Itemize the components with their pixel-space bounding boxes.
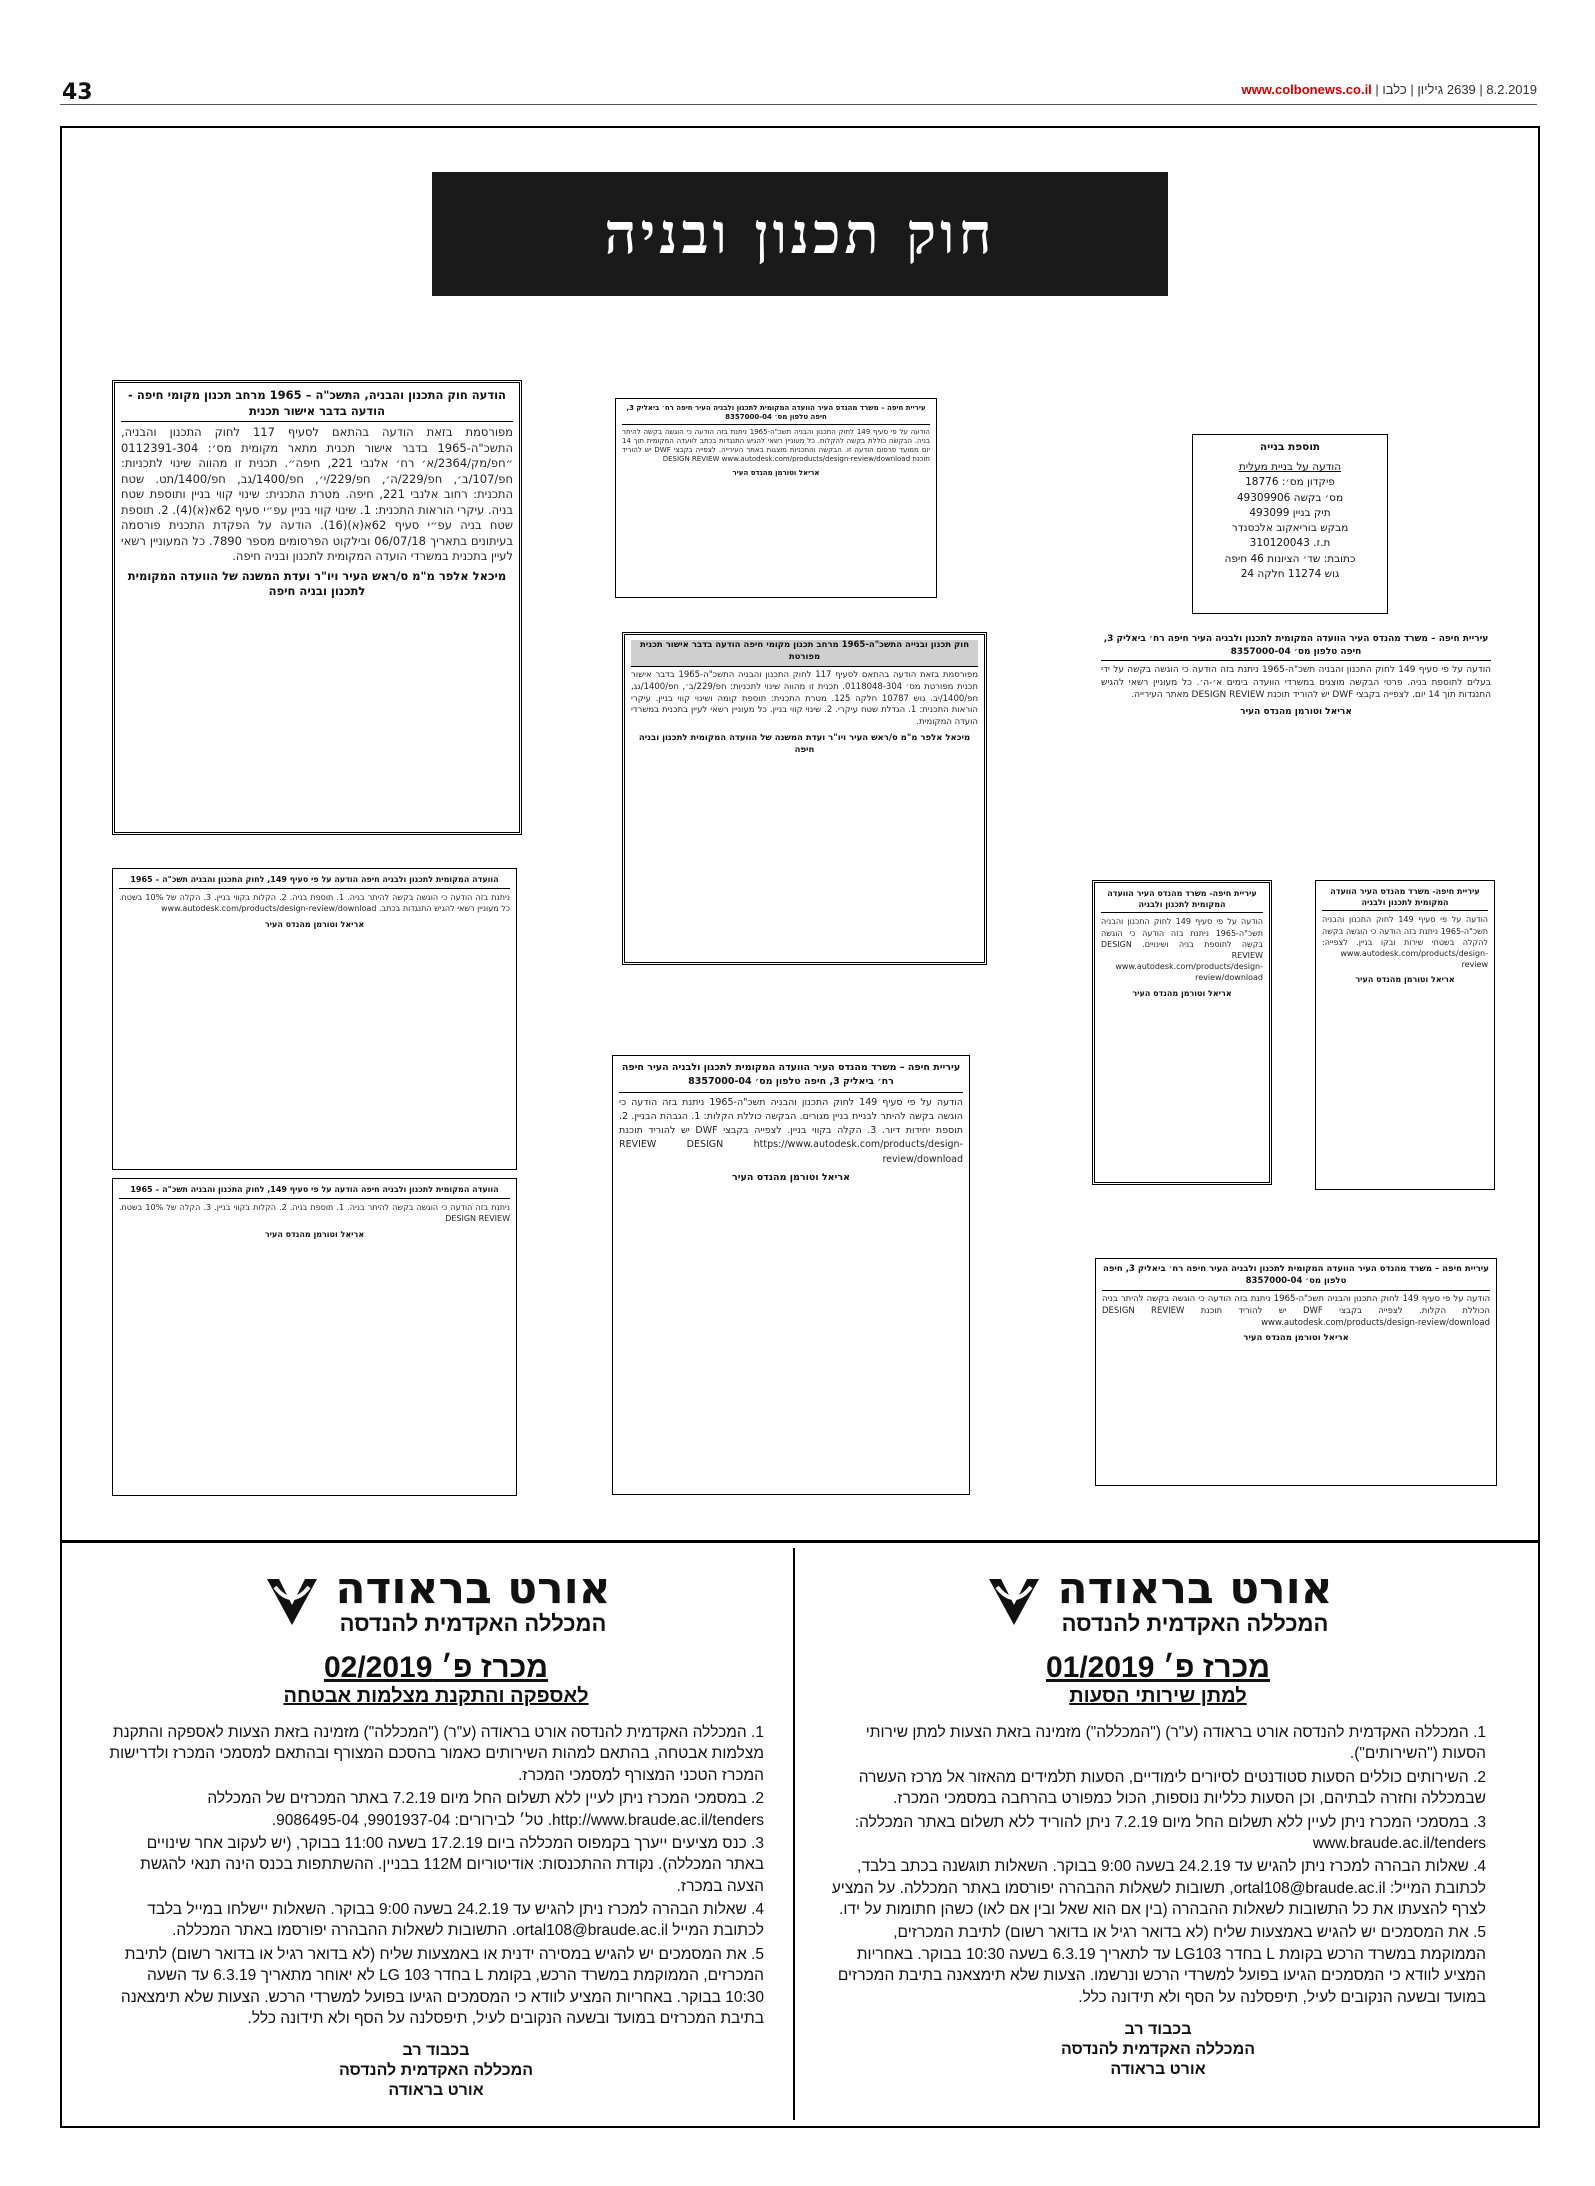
tender-term: 4. שאלות הבהרה למכרז ניתן להגיש עד 24.2.19 בשעה 9:00 בבוקר. השאלות יישלחו במייל בלבד לכתובת המייל ortal108@braude.ac.il. התשובות לשאלות ההבהרה יפורסמו באתר המכללה.: [147, 1901, 764, 1940]
tender-term: 4. שאלות הבהרה למכרז ניתן להגיש עד 24.2.19 בשעה 9:00 בבוקר. השאלות תוגשנה בכתב בלבד, לכתובת המייל: ortal108@braude.ac.il, תשובות לשאלות ההבהרה יפורסמו באתר המכללה. על המציע לצרף להצעתו את כל התשובות לשאלות ההבהרה (בין אם הוא שאל ובין אם לאו) כשהן חתומות על ידו.: [831, 1858, 1486, 1918]
notice-body: ניתנת בזה הודעה כי הוגשה בקשה להיתר בניה. 1. תוספת בניה. 2. הקלות בקווי בניין. 3. הקלה של 10% בשטח. DESIGN REVIEW: [119, 1202, 511, 1224]
brand-logo: [808, 1563, 1508, 1637]
brand-logo: [86, 1563, 786, 1637]
notice-local-committee-2: [112, 1178, 517, 1496]
notice-building-permit-2: [1095, 628, 1497, 853]
signature-line: המכללה האקדמית להנדסה: [1061, 2040, 1255, 2058]
tender-subject: לאספקה והתקנת מצלמות אבטחה: [283, 1685, 589, 1707]
notice-line: גוש 11274 חלקה 24: [1240, 567, 1340, 580]
notice-line: מס׳ בקשה 49309906: [1236, 491, 1344, 504]
notice-signature: אריאל וטורמן מהנדס העיר: [1355, 975, 1455, 985]
page-header: [1236, 82, 1537, 97]
notice-signature: אריאל וטורמן מהנדס העיר: [732, 1171, 850, 1183]
tender-term: 1. המכללה האקדמית להנדסה אורט בראודה (ע"ר) ("המכללה") מזמינה בזאת הצעות למתן שירותי הסעות ("השירותים").: [865, 1724, 1486, 1763]
signature-line: בכבוד רב: [1124, 2020, 1192, 2038]
notice-engineer-office-2: [1315, 880, 1495, 1190]
brand-name: אורט בראודה: [1057, 1563, 1333, 1614]
tender-term: 2. השירותים כוללים הסעות סטודנטים לסיורים לימודיים, הסעות תלמידים מהאזור אל מרכז העשרה שבמכללה וחזרה לבתיהם, וכן הסעות כלליות נוספות, הכול כמפורט בהרחבה במסמכי המכרז.: [858, 1768, 1486, 1808]
notice-signature: אריאל וטורמן מהנדס העיר: [264, 1229, 365, 1239]
notice-line: תיק בניין 493099: [1249, 506, 1331, 519]
notice-engineer-office-1: [1092, 880, 1272, 1185]
notice-title: הודעה חוק התכנון והבניה, התשכ"ה – 1965 מרחב תכנון מקומי חיפה - הודעה בדבר אישור תכנית: [121, 388, 513, 422]
signature-line: אורט בראודה: [388, 2082, 484, 2100]
notice-detailed-plan: [622, 632, 987, 965]
tender-term: 1. המכללה האקדמית להנדסה אורט בראודה (ע"ר) ("המכללה") מזמינה בזאת הצעות לאספקה והתקנת מצלמות אבטחה, בהתאם למהות השירותים כאמור בהסכם המצורף ובהתאם למסמכי המכרז ולדרישות המכרז הטכני המצורף למסמכי המכרז.: [109, 1724, 764, 1784]
notice-building-permit-4: [1095, 1258, 1497, 1486]
notice-body: הודעה על פי סעיף 149 לחוק התכנון והבניה תשכ"ה-1965 ניתנת בזה הודעה כי הוגשה בקשה לתוספת בניה ושינויים. DESIGN REVIEW www.autodesk.com/products/design-review/download: [1101, 917, 1264, 983]
tender-number: מכרז פ׳ 01/2019: [1045, 1651, 1271, 1684]
notice-local-committee-1: [112, 868, 517, 1170]
notice-title: חוק תכנון ובנייה התשכ"ה-1965 מרחב תכנון מקומי חיפה הודעה בדבר אישור תכנית מפורטת: [631, 640, 978, 667]
notice-body: מפורסמת בזאת הודעה בהתאם לסעיף 117 לחוק התכנון והבניה התשכ"ה-1965 בדבר אישור תכנית מפורטת מס׳ 0118048-304. תכנית זו מהווה שינוי לתכניות: חפ/229/ב׳, חפ/1400/גג, חפ/1400/יב. גוש 10787 חלקה 125. מטרת התכנית: תוספת קומה ושינוי קווי בניין. עיקרי הוראות התכנית: 1. הגדלת שטח עיקרי. 2. שינוי קווי בניין. כל מעוניין רשאי לעיין בתכנית במשרדי הועדה המקומית.: [631, 669, 978, 728]
notice-title: עיריית חיפה – משרד מהנדס העיר הוועדה המקומית לתכנון ולבניה העיר חיפה רח׳ ביאליק 3, חיפה טלפון מס׳ 8357000-04: [619, 1061, 963, 1093]
signature-line: המכללה האקדמית להנדסה: [339, 2062, 533, 2080]
tender-term: 5. את המסמכים יש להגיש באמצעות שליח (לא בדואר רגיל או בדואר רשום) לתיבת המכרזים, הממוקמת במשרד הרכש בקומת L בחדר LG103 עד לתאריך 6.3.19 בשעה 10:30 בבוקר. באחריות המציע לוודא כי המסמכים הגיעו בפועל למשרדי הרכש ונרשמו. הצעות שלא תימצאנה בתיבת המכרזים במועד ובשעה הנקובים לעיל, תיפסלנה על הסף ולא תידונה כלל.: [837, 1924, 1486, 2006]
notice-line: ת.ז. 310120043: [1249, 537, 1331, 550]
notice-title: הוועדה המקומית לתכנון ולבניה חיפה הודעה על פי סעיף 149, לחוק התכנון והבניה תשכ"ה – 1965: [119, 1184, 510, 1199]
notice-signature: אריאל וטורמן מהנדס העיר: [1132, 988, 1232, 998]
notice-body: ניתנת בזה הודעה כי הוגשה בקשה להיתר בניה. 1. תוספת בניה. 2. הקלות בקווי בניין. 3. הקלה של 10% בשטח. כל מעוניין רשאי להגיש התנגדות בכתב. www.autodesk.com/products/design-review/download: [119, 892, 511, 914]
tender-signature: [808, 2020, 1508, 2080]
notice-line: פיקדון מס׳: 18776: [1245, 476, 1335, 489]
notice-title: עיריית חיפה- משרד מהנדס העיר הוועדה המקומית לתכנון ולבניה: [1322, 886, 1488, 911]
notice-line: כתובת: שד׳ הציונות 46 חיפה: [1224, 552, 1356, 565]
ort-logo-icon: [983, 1571, 1045, 1633]
notice-signature: אריאל וטורמן מהנדס העיר: [1243, 1333, 1349, 1344]
college-name: המכללה האקדמית להנדסה: [339, 1611, 607, 1636]
notice-title: תוספת בנייה: [1259, 441, 1321, 453]
notice-title: עיריית חיפה – משרד מהנדס העיר הוועדה המקומית לתכנון ולבניה העיר חיפה רח׳ ביאליק 3, חיפה טלפון מס׳ 8357000-04: [1101, 633, 1491, 661]
tender-ad-transport: [808, 1555, 1508, 2115]
notice-signature: אריאל וטורמן מהנדס העיר: [1240, 706, 1352, 717]
signature-line: אורט בראודה: [1110, 2060, 1206, 2078]
header-info: 8.2.2019 | 2639 גיליון | כלבו |: [1375, 82, 1537, 97]
section-banner: [432, 172, 1168, 296]
notice-elevator-addition: [1192, 434, 1388, 614]
notice-body: הודעה על פי סעיף 149 לחוק התכנון והבניה תשכ"ה-1965 ניתנת בזה הודעה כי הוגשה בקשה על ידי בעלים לתוספת בניה. פרטי הבקשה מוצגים במשרדי הוועדה בימים א׳-ה׳. כל מעוניין רשאי להגיש התנגדות תוך 14 יום. לצפייה בקבצי DWF יש להוריד תוכנת DESIGN REVIEW מאתר העירייה.: [1101, 665, 1492, 701]
notice-signature: מיכאל אלפר מ"מ ס/ראש העיר ויו"ר ועדת המשנה של הוועדה המקומית לתכנון ובניה חיפה: [127, 568, 507, 599]
tender-subject: למתן שירותי הסעות: [1069, 1685, 1247, 1707]
tender-term: 3. כנס מציעים ייערך בקמפוס המכללה ביום 17.2.19 בשעה 11:00 בבוקר, (יש לעקוב אחר שינויים באתר המכללה). נקודת ההתכנסות: אודיטוריום 112M בבניין. ההשתתפות בכנס הינה תנאי להגשת הצעה במכרז.: [140, 1834, 764, 1895]
notice-plan-approval-allenby: [112, 380, 522, 835]
notice-body: הודעה על פי סעיף 149 לחוק התכנון והבניה תשכ"ה-1965 ניתנת בזה הודעה כי הוגשה בקשה להקלה בשטחי שירות ובקו בניין. לצפייה: www.autodesk.com/products/design-review: [1322, 915, 1488, 970]
notice-signature: אריאל וטורמן מהנדס העיר: [264, 919, 365, 929]
section-title: חוק תכנון ובניה: [604, 201, 996, 267]
notice-title: עיריית חיפה – משרד מהנדס העיר הוועדה המקומית לתכנון ולבניה העיר חיפה רח׳ ביאליק 3, חיפה טלפון מס׳ 8357000-04: [622, 404, 930, 425]
notice-body: הודעה על פי סעיף 149 לחוק התכנון והבניה תשכ"ה-1965 ניתנת בזה הודעה כי הוגשה בקשה להיתר לבניית בניין מגורים. הבקשה כוללת הקלות: 1. הגבהת הבניין. 2. תוספת יחידות דיור. 3. הקלה בקווי בניין. לצפייה בקבצי DWF יש להוריד תוכנת REVIEW DESIGN https://www.autodesk.com/products/design-review/download: [619, 1096, 963, 1165]
tender-number: מכרז פ׳ 02/2019: [323, 1651, 549, 1684]
notice-line: מבקש בוריאקוב אלכסנדר: [1231, 522, 1349, 535]
notice-title: הוועדה המקומית לתכנון ולבניה חיפה הודעה על פי סעיף 149, לחוק התכנון והבניה תשכ"ה – 1965: [119, 874, 510, 889]
notice-line: הודעה על בניית מעלית: [1238, 461, 1342, 474]
notice-body: הודעה על פי סעיף 149 לחוק התכנון והבניה תשכ"ה-1965 ניתנת בזה הודעה כי הוגשה בקשה להיתר בניה. הבקשה כוללת בקשה להקלות. כל מעוניין רשאי להגיש התנגדות בכתב לוועדה המקומית תוך 14 יום ממועד פרסום הודעה זו. הבקשה והתכניות מוצגות באתר העירייה. לצפייה בקבצי DWF יש להוריד תוכנת DESIGN REVIEW www.autodesk.com/products/design-review/download: [622, 428, 930, 464]
notice-building-permit-3: [612, 1055, 970, 1495]
ads-split-line: [793, 1548, 795, 2120]
notice-signature: מיכאל אלפר מ"מ ס/ראש העיר ויו"ר ועדת המשנה של הוועדה המקומית לתכנון ובניה חיפה: [638, 733, 971, 756]
tender-term: 5. את המסמכים יש להגיש במסירה ידנית או באמצעות שליח (לא בדואר רגיל או בדואר רשום) לתיבת המכרזים, הממוקמת במשרד הרכש, בקומת L בחדר LG 103 לא יאוחר מתאריך 6.3.19 עד השעה 10:30 בבוקר. באחריות המציע לוודא כי המסמכים הגיעו בפועל למשרדי הרכש. הצעות שלא תימצאנה בתיבת המכרזים במועד ובשעה הנקובים לעיל, תיפסלנה על הסף ולא תידונה כלל.: [120, 1945, 764, 2027]
ort-logo-icon: [261, 1571, 323, 1633]
tender-ad-cameras: [86, 1555, 786, 2115]
signature-line: בכבוד רב: [402, 2042, 470, 2060]
tender-terms: [808, 1722, 1508, 2008]
notice-building-permit-1: [615, 398, 937, 598]
tender-signature: [86, 2041, 786, 2101]
brand-name: אורט בראודה: [335, 1563, 611, 1614]
notice-body: הודעה על פי סעיף 149 לחוק התכנון והבניה תשכ"ה-1965 ניתנת בזה הודעה כי הוגשה בקשה להיתר בניה הכוללת הקלות. לצפייה בקבצי DWF יש להוריד תוכנת DESIGN REVIEW www.autodesk.com/products/design-review/download: [1102, 1293, 1490, 1328]
tender-terms: [86, 1722, 786, 2029]
tender-term: 2. במסמכי המכרז ניתן לעיין ללא תשלום החל מיום 7.2.19 באתר המכרזים של המכללה http://www.braude.ac.il/tenders. טל׳ לבירורים: 9901937-04, 9086495-04.: [207, 1790, 764, 1829]
notice-title: עיריית חיפה- משרד מהנדס העיר הוועדה המקומית לתכנון ולבניה: [1101, 888, 1263, 913]
tender-term: 3. במסמכי המכרז ניתן לעיין ללא תשלום החל מיום 7.2.19 ניתן להוריד ללא תשלום באתר המכללה: www.braude.ac.il/tenders: [854, 1813, 1486, 1852]
site-url[interactable]: www.colbonews.co.il: [1241, 82, 1372, 97]
notice-body: מפורסמת בזאת הודעה בהתאם לסעיף 117 לחוק התכנון והבניה, התשכ"ה-1965 בדבר אישור תכנית מתאר מקומית מס׳: 0112391-304 ״חפ/מק/2364/א׳ רח׳ אלנבי 221, חיפה״. תכנית זו מהווה שינוי לתכניות: חפ/107/ב׳, חפ/229/ה׳, חפ/229/י׳, חפ/1400/גב, חפ/1400/תט. שטח התכנית: רחוב אלנבי 221, חיפה. מטרת התכנית: שינוי קווי בניין ותוספת שטח בניה. עיקרי הוראות התכנית: 1. שינוי קווי בניין עפ״י סעיף 62א(א)(4). 2. תוספת שטח בניה עפ״י סעיף 62א(א)(16). הודעה על הפקדת התכנית פורסמה בעיתונים בתאריך 06/07/18 ובילקוט הפרסומים מספר 7890. כל המעוניין רשאי לעיין בתכנית במשרדי הועדה המקומית לתכנון ובניה חיפה.: [121, 425, 514, 564]
ads-divider: [60, 1540, 1540, 1543]
notice-signature: אריאל וטורמן מהנדס העיר: [732, 468, 820, 477]
college-name: המכללה האקדמית להנדסה: [1061, 1611, 1329, 1636]
page-number: 43: [62, 80, 93, 105]
notice-title: עיריית חיפה – משרד מהנדס העיר הוועדה המקומית לתכנון ולבניה העיר חיפה רח׳ ביאליק 3, חיפה טלפון מס׳ 8357000-04: [1102, 1264, 1490, 1291]
header-divider: [60, 104, 1537, 105]
